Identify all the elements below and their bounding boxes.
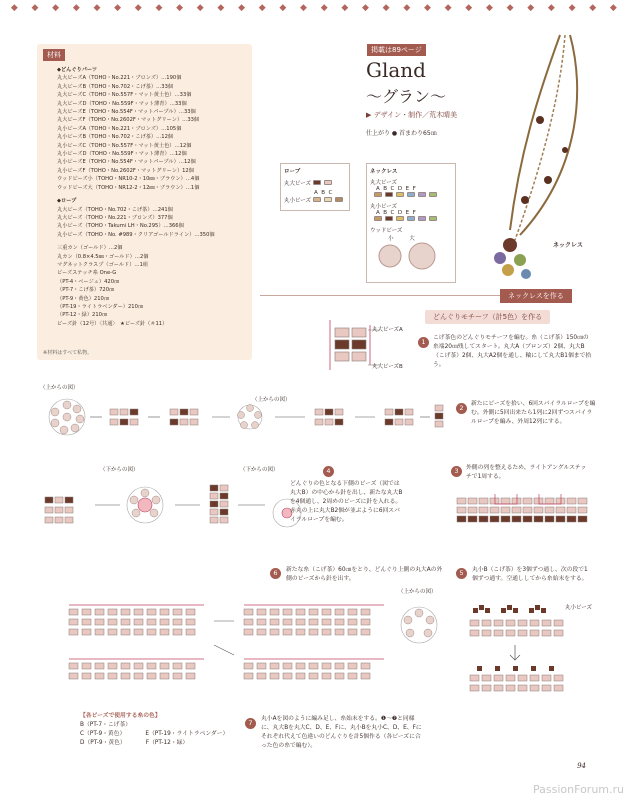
necklace-big-letters: A B C D E F xyxy=(376,186,416,192)
thread-item-e: E（PT-19・ライトラベンダー） xyxy=(145,731,229,737)
material-item: 丸大ビーズ（TOHO・No.221・ブロンズ）377個 xyxy=(57,214,173,221)
wood-size-labels: 小 大 xyxy=(388,236,415,242)
material-item: （PT-12・緑）210㎝ xyxy=(57,312,108,319)
rope-letters: A B C xyxy=(314,190,333,196)
wood-bead-label: ウッドビーズ xyxy=(370,228,403,234)
material-item: 丸小ビーズE（TOHO・No.554F・マットパープル）…12個 xyxy=(57,159,196,166)
necklace-small-letters: A B C D E F xyxy=(376,210,416,216)
material-item: 丸小ビーズA（TOHO・No.221・ブロンズ）…105個 xyxy=(57,125,182,132)
material-item: 丸小ビーズC（TOHO・No.557F・マット黄土色）…12個 xyxy=(57,142,192,149)
step5-diagram xyxy=(465,600,600,710)
material-item: 丸小ビーズB（TOHO・No.702・こげ茶）…12個 xyxy=(57,134,174,141)
materials-list xyxy=(57,66,249,328)
materials-note: ※材料はすべて私物。 xyxy=(43,350,93,356)
necklace-illustration xyxy=(470,30,610,280)
material-item: ビーズステッチ糸 One-G xyxy=(57,270,117,277)
material-item: 丸小ビーズ（TOHO・Takumi LH・No.295）…366個 xyxy=(57,223,184,230)
step-6-number: 6 xyxy=(270,568,281,579)
material-item: ビーズ針（12号）〈共通〉 ★ビーズ針（＃11） xyxy=(57,320,168,327)
step-1-number: 1 xyxy=(418,337,429,348)
materials-tag: 材料 xyxy=(43,49,65,61)
rope-big-row: 丸大ビーズ xyxy=(284,179,346,187)
step3-diagram xyxy=(455,492,595,527)
rope-heading: ◆ロープ xyxy=(57,198,77,205)
necklace-big-label: 丸大ビーズ xyxy=(370,180,398,186)
section-main-title: ネックレスを作る xyxy=(500,289,572,303)
label-bead-b: 丸大ビーズB xyxy=(372,364,403,370)
step-4-number: 4 xyxy=(323,466,334,477)
step-5-number: 5 xyxy=(456,568,467,579)
necklace-label: ネックレス xyxy=(553,242,583,249)
thread-box-title: 【各ビーズで使用する糸の色】 xyxy=(80,713,161,719)
step-6-text: 新たな糸（こげ茶）60㎝をとり、どんぐり上側の丸大Aの外側のビーズから針を出す。 xyxy=(286,567,443,582)
thread-item-d: D（PT-9・黄色） xyxy=(80,740,126,746)
step-2-number: 2 xyxy=(456,403,467,414)
step1-diagram xyxy=(320,320,420,380)
section-divider xyxy=(260,295,500,296)
title-japanese: 〜グラン〜 xyxy=(366,87,447,106)
step-7-text: 丸小Aを図のように編み足し、糸始末をする。❶〜❼と同様に、丸大Bを丸大C、D、E、Fに、丸小Bを丸小C、D、E、Fにそれぞれ代えて色違いのどんぐりを計5個作る（各ビーズに合った色の糸で編む）。 xyxy=(261,716,422,749)
label-bead-a: 丸大ビーズA xyxy=(372,327,403,333)
page-number: 94 xyxy=(577,762,586,770)
thread-item-c: C（PT-9・黄色） xyxy=(80,731,126,737)
label-from-top-1: （上からの図） xyxy=(40,385,79,391)
label-from-bottom-2: （下からの図） xyxy=(240,467,279,473)
material-item: （PT-19・ライトラベンダー）210㎝ xyxy=(57,303,144,310)
material-item: 丸小ビーズ（TOHO・No. #989・クリアゴールドライン）…350個 xyxy=(57,231,215,238)
material-item: （PT-9・黄色）210㎝ xyxy=(57,295,110,302)
step4-diagram xyxy=(40,475,320,545)
page-ref-tag: 掲載は89ページ xyxy=(367,44,426,56)
material-item: 丸大ビーズA（TOHO・No.221・ブロンズ）…190個 xyxy=(57,75,182,82)
finished-size: 仕上がり ● 首まわり65㎝ xyxy=(366,130,437,137)
material-item: 丸大ビーズB（TOHO・No.702・こげ茶）…33個 xyxy=(57,83,174,90)
step-5-text: 丸小B（こげ茶）を3個ずつ通し、次の段で1個ずつ通す。空通ししてから糸始末をする。 xyxy=(472,567,588,582)
thread-item-b: B（PT-7・こげ茶） xyxy=(80,722,132,728)
section-sub-title: どんぐりモチーフ（計5色）を作る xyxy=(425,310,550,324)
rope-bead-panel xyxy=(280,163,350,211)
material-item: 丸小ビーズF（TOHO・No.2602F・マットグリーン）12個 xyxy=(57,167,194,174)
material-item: 丸大ビーズC（TOHO・No.557F・マット黄土色）…33個 xyxy=(57,92,192,99)
material-item: マグネットクラスプ（ゴールド）…1組 xyxy=(57,261,149,268)
step-2-text: 新たにビーズを拾い、6回スパイラルロープを編む。外側に5回出来たら1列に2回ずつスパイラルロープを編み、外周12列にする。 xyxy=(471,401,596,425)
thread-color-box xyxy=(80,712,250,748)
material-item: 丸小ビーズD（TOHO・No.559F・マット薄青）…12個 xyxy=(57,151,187,158)
material-item: 丸大ビーズF（TOHO・No.2602F・マットグリーン）…33個 xyxy=(57,117,200,124)
rope-panel-title: ロープ xyxy=(284,169,301,175)
material-item: ウッドビーズ小（TOHO・NR10-2・10㎜・ブラウン）…4個 xyxy=(57,176,200,183)
label-from-top-2: （上からの図） xyxy=(252,397,291,403)
material-item: （PT-7・こげ茶）720㎝ xyxy=(57,287,115,294)
top-border: ◆ ◆ ◆ ◆ ◆ ◆ ◆ ◆ ◆ ◆ ◆ ◆ ◆ ◆ ◆ ◆ ◆ ◆ ◆ ◆ ◆ ◆ ◆ ◆ ◆ ◆ ◆ ◆ ◆ ◆ xyxy=(10,2,617,13)
step6-diagram xyxy=(64,595,444,705)
necklace-small-label: 丸小ビーズ xyxy=(370,204,398,210)
material-item: 三重カン（ゴールド）…2個 xyxy=(57,245,123,252)
watermark: PassionForum.ru xyxy=(533,783,624,796)
necklace-panel-title: ネックレス xyxy=(370,169,398,175)
material-item: 丸大ビーズE（TOHO・No.554F・マットパープル）…33個 xyxy=(57,109,196,116)
material-item: 丸大ビーズ（TOHO・No.702・こげ茶）…241個 xyxy=(57,206,173,213)
label-from-bottom-1: （下からの図） xyxy=(100,467,139,473)
material-item: （PT-4・ベージュ）420㎝ xyxy=(57,278,120,285)
rope-small-row: 丸小ビーズ xyxy=(284,196,346,204)
material-item: ウッドビーズ大（TOHO・NR12-2・12㎜・ブラウン）…1個 xyxy=(57,184,200,191)
wood-beads xyxy=(370,242,450,272)
material-item: 丸カン（0.8×4.5㎜・ゴールド）…2個 xyxy=(57,253,149,260)
title-english: Gland xyxy=(366,58,426,82)
materials-box xyxy=(37,44,252,360)
step2-diagram xyxy=(40,395,455,445)
necklace-bead-panel xyxy=(366,163,456,283)
material-item: 丸大ビーズD（TOHO・No.559F・マット薄青）…33個 xyxy=(57,100,187,107)
label-small-bead: 丸小ビーズ xyxy=(565,605,593,611)
step-3-number: 3 xyxy=(451,466,462,477)
step-4-text: どんぐりの色となる下側のビーズ（図では丸大B）の中心から針を出し、新たな丸大Bを4個通し、2周めのビーズに針を入れる。赤丸の上に丸大B2個が並ぶように6回スパイラルロープを編む。 xyxy=(290,481,403,523)
step-7-number: 7 xyxy=(245,718,256,729)
step-1-text: こげ茶色のどんぐりモチーフを編む。糸（こげ茶）150㎝の糸端20㎝残してスタート。丸大A（ブロンズ）2個、丸大B（こげ茶）2個、丸大A2個を通し、輪にして丸大B1個まで拾う。 xyxy=(433,335,592,368)
donguri-heading: ◆どんぐりパーツ xyxy=(57,67,98,73)
designer-credit: ▶ デザイン・制作／荒木晴美 xyxy=(366,111,458,119)
step-3-text: 外側の列を整えるため、ライトアングルステッチで1周する。 xyxy=(466,465,587,480)
thread-item-f: F（PT-12・緑） xyxy=(145,740,189,746)
label-from-top-3: （上からの図） xyxy=(398,589,437,595)
